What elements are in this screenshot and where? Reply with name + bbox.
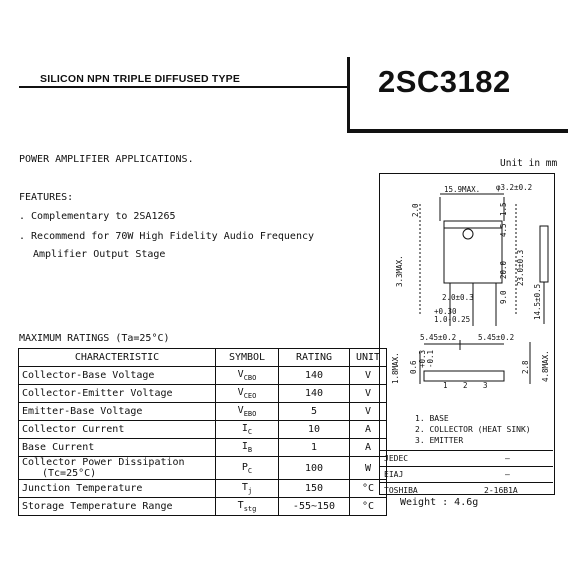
symbol-subscript: stg: [243, 505, 257, 513]
symbol-text: V: [237, 369, 244, 380]
characteristic-cell: [19, 421, 216, 439]
rating-cell: 140: [279, 367, 350, 385]
symbol-cell: [216, 403, 279, 421]
dimension-text: +0.30: [434, 307, 457, 316]
unit-cell: °C: [350, 498, 387, 516]
symbol-cell: [216, 498, 279, 516]
header-rule: [19, 86, 349, 88]
column-header: CHARACTERISTIC: [19, 349, 216, 367]
characteristic-text: Emitter-Base Voltage: [22, 406, 143, 417]
table-row: [19, 421, 387, 439]
to3p-package-diagram: [380, 174, 554, 494]
pin-legend-item: 2. COLLECTOR (HEAT SINK): [415, 425, 531, 434]
rating-cell: -55~150: [279, 498, 350, 516]
characteristic-cell: [19, 439, 216, 457]
dimension-text: 1.5: [499, 202, 508, 216]
dimension-text: 5.45±0.2: [420, 333, 457, 342]
characteristic-cell: [19, 403, 216, 421]
ratings-table: [18, 348, 387, 516]
dimension-text: 4.5: [499, 223, 508, 237]
registry-row: [380, 466, 553, 483]
column-header: UNIT: [350, 349, 387, 367]
dimension-text: +0.3: [418, 349, 427, 368]
dimension-text: 2.0±0.3: [442, 293, 474, 302]
symbol-text: T: [237, 500, 244, 511]
bottom-view-body: [424, 371, 504, 381]
symbol-subscript: EBO: [243, 410, 257, 418]
table-row: [19, 367, 387, 385]
dimension-text: φ3.2±0.2: [496, 183, 533, 192]
table-row: [19, 498, 387, 516]
registry-value: —: [505, 454, 510, 463]
rating-cell: 150: [279, 480, 350, 498]
dimension-text: 0.6: [409, 360, 418, 374]
characteristic-text: Base Current: [22, 442, 95, 453]
characteristic-text: Collector Power Dissipation: [22, 457, 185, 468]
unit-cell: V: [350, 367, 387, 385]
symbol-text: V: [237, 387, 244, 398]
table-row: [19, 457, 387, 480]
registry-row: [380, 450, 553, 467]
symbol-subscript: j: [247, 487, 253, 495]
pin-number: 2: [463, 381, 468, 390]
dimension-text: 3.3MAX.: [395, 255, 404, 287]
unit-cell: °C: [350, 480, 387, 498]
characteristic-text: Junction Temperature: [22, 483, 143, 494]
symbol-cell: [216, 457, 279, 480]
symbol-text: V: [237, 405, 244, 416]
package-outline-drawing: [379, 173, 555, 495]
symbol-cell: [216, 385, 279, 403]
registry-label: EIAJ: [384, 470, 404, 479]
characteristic-condition: (Tc=25°C): [42, 468, 97, 479]
device-type-subtitle: SILICON NPN TRIPLE DIFFUSED TYPE: [40, 73, 241, 85]
rating-cell: 5: [279, 403, 350, 421]
characteristic-cell: [19, 457, 216, 480]
unit-cell: V: [350, 403, 387, 421]
dimension-text: 9.0: [499, 290, 508, 304]
application-heading: POWER AMPLIFIER APPLICATIONS.: [19, 154, 194, 165]
dimension-text: -0.1: [426, 349, 435, 368]
dimension-text: 14.5±0.5: [533, 283, 542, 320]
characteristic-text: Collector Current: [22, 424, 125, 435]
unit-cell: A: [350, 421, 387, 439]
unit-cell: A: [350, 439, 387, 457]
rating-cell: 100: [279, 457, 350, 480]
dimension-text: 1.8MAX.: [391, 352, 400, 384]
symbol-cell: [216, 421, 279, 439]
characteristic-text: Collector-Base Voltage: [22, 370, 155, 381]
rating-cell: 10: [279, 421, 350, 439]
table-row: [19, 439, 387, 457]
characteristic-cell: [19, 385, 216, 403]
symbol-subscript: B: [247, 446, 253, 454]
rating-cell: 140: [279, 385, 350, 403]
pin-legend-item: 3. EMITTER: [415, 436, 464, 445]
symbol-cell: [216, 480, 279, 498]
symbol-text: T: [241, 482, 248, 493]
unit-label: Unit in mm: [500, 158, 558, 169]
unit-cell: W: [350, 457, 387, 480]
dimension-text: 4.8MAX.: [541, 350, 550, 382]
dimension-text: 1.0-0.25: [434, 315, 471, 324]
feature-item: . Recommend for 70W High Fidelity Audio Frequency: [19, 231, 315, 242]
pin-number: 3: [483, 381, 488, 390]
characteristic-cell: [19, 367, 216, 385]
table-header-row: [19, 349, 387, 367]
rating-cell: 1: [279, 439, 350, 457]
pin-number: 1: [443, 381, 448, 390]
symbol-cell: [216, 439, 279, 457]
registry-label: TOSHIBA: [384, 486, 418, 495]
dimension-text: 15.9MAX.: [444, 185, 481, 194]
registry-label: JEDEC: [384, 454, 409, 463]
side-view-body: [540, 226, 548, 282]
registry-value: 2-16B1A: [484, 486, 518, 495]
column-header: SYMBOL: [216, 349, 279, 367]
dimension-text: 20.0: [499, 260, 508, 279]
table-row: [19, 403, 387, 421]
unit-cell: V: [350, 385, 387, 403]
characteristic-cell: [19, 498, 216, 516]
ratings-title: MAXIMUM RATINGS (Ta=25°C): [19, 333, 170, 344]
symbol-subscript: CBO: [243, 374, 257, 382]
symbol-text: I: [241, 441, 248, 452]
feature-item: . Complementary to 2SA1265: [19, 211, 176, 222]
table-row: [19, 480, 387, 498]
pin-legend-item: 1. BASE: [415, 414, 449, 423]
registry-value: —: [505, 470, 510, 479]
characteristic-text: Storage Temperature Range: [22, 501, 173, 512]
symbol-cell: [216, 367, 279, 385]
column-header: RATING: [279, 349, 350, 367]
features-title: FEATURES:: [19, 192, 74, 203]
symbol-subscript: C: [247, 428, 253, 436]
dimension-text: 2.8: [521, 360, 530, 374]
dimension-text: 23.0±0.3: [516, 249, 525, 286]
characteristic-text: Collector-Emitter Voltage: [22, 388, 173, 399]
symbol-subscript: CEO: [243, 392, 257, 400]
package-body: [444, 221, 502, 283]
symbol-text: P: [241, 461, 248, 473]
symbol-text: I: [241, 423, 248, 434]
dimension-text: 2.0: [411, 203, 420, 217]
dimension-text: 5.45±0.2: [478, 333, 515, 342]
characteristic-cell: [19, 480, 216, 498]
part-number: 2SC3182: [378, 64, 511, 99]
package-weight: Weight : 4.6g: [400, 497, 479, 508]
symbol-subscript: C: [247, 466, 253, 475]
table-row: [19, 385, 387, 403]
feature-item: Amplifier Output Stage: [33, 249, 166, 260]
mounting-hole: [463, 229, 473, 239]
